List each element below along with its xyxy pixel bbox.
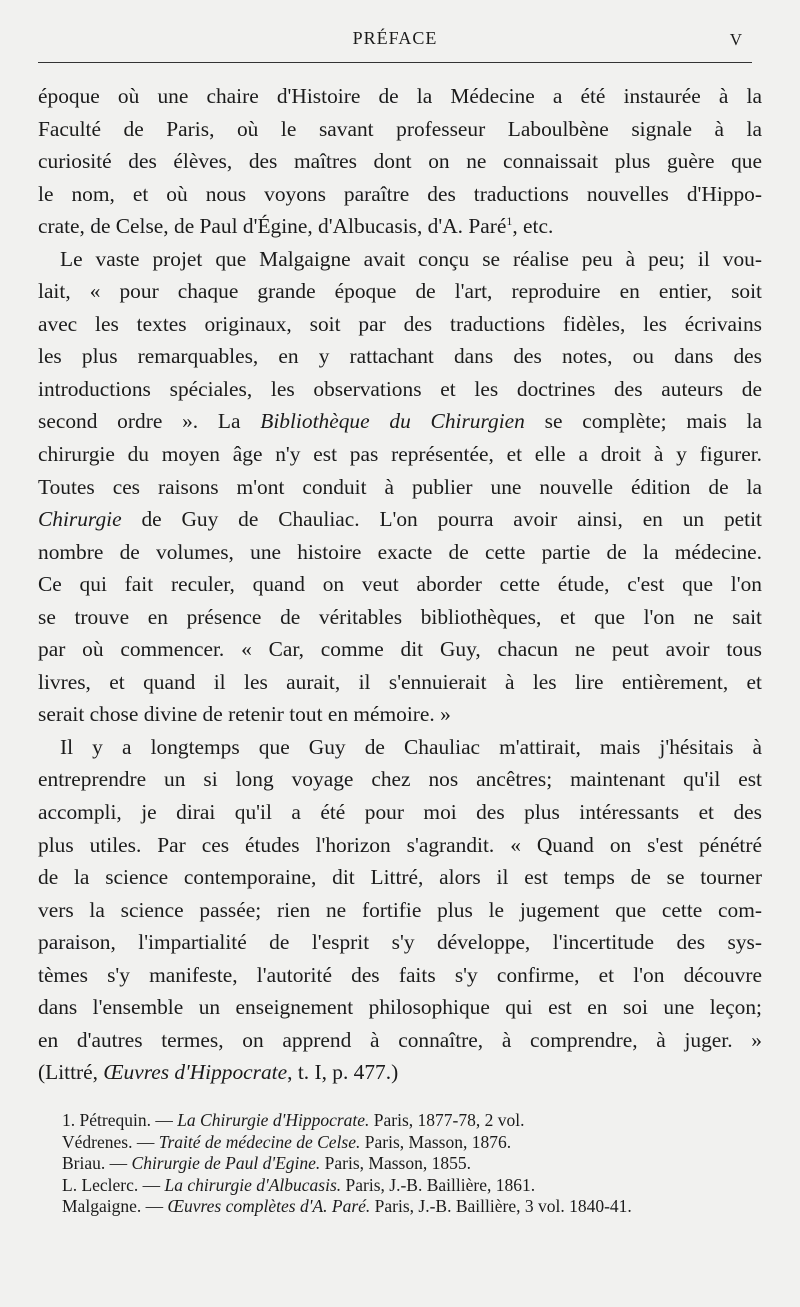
text-line: accompli, je dirai qu'il a été pour moi des plus intéressants et des (38, 800, 762, 825)
text-line: en d'autres termes, on apprend à connaître, à comprendre, à juger. » (38, 1027, 762, 1052)
text-line: de la science contemporaine, dit Littré, alors il est temps de se tourner (38, 865, 762, 890)
text-line: introductions spéciales, les observations et les doctrines des auteurs de (38, 376, 762, 401)
footnote-author: L. Leclerc. — (62, 1174, 165, 1195)
footnote (62, 1110, 772, 1132)
text-line (38, 405, 762, 438)
text-fragment: se complète; mais la (524, 409, 762, 434)
text-fragment: , etc. (512, 214, 554, 239)
text-line (38, 1056, 762, 1089)
footnote-title: Œuvres complètes d'A. Paré. (167, 1196, 371, 1216)
footnote (62, 1196, 772, 1218)
text-line: dans l'ensemble un enseignement philosophique qui est en soi une leçon; (38, 995, 762, 1020)
text-line: Il y a longtemps que Guy de Chauliac m'attirait, mais j'hésitais à (60, 734, 762, 759)
text-line: Faculté de Paris, où le savant professeur Laboulbène signale à la (38, 116, 762, 141)
text-line: curiosité des élèves, des maîtres dont on ne connaissait plus guère que (38, 149, 762, 174)
footnote-title: Chirurgie de Paul d'Egine. (131, 1153, 321, 1173)
footnote-author: 1. Pétrequin. — (62, 1110, 178, 1130)
page-number: V (729, 30, 742, 49)
text-line: Le vaste projet que Malgaigne avait conçu se réalise peu à peu; il vou- (60, 246, 762, 271)
text-line: chirurgie du moyen âge n'y est pas représentée, et elle a droit à y figurer. (38, 442, 762, 467)
text-fragment: de Guy de Chauliac. L'on pourra avoir ainsi, en un petit (121, 507, 762, 532)
text-line: se trouve en présence de véritables bibliothèques, et que l'on ne sait (38, 604, 762, 629)
text-fragment: crate, de Celse, de Paul d'Égine, d'Albucasis, d'A. Paré (38, 214, 507, 239)
footnote-author: Malgaigne. — (62, 1196, 168, 1216)
text-line: entreprendre un si long voyage chez nos ancêtres; maintenant qu'il est (38, 767, 762, 792)
text-line: serait chose divine de retenir tout en mémoire. » (38, 702, 451, 727)
footnote (62, 1175, 772, 1197)
text-fragment: , t. I, p. 477.) (287, 1060, 399, 1085)
footnote (62, 1153, 772, 1175)
running-header (38, 26, 752, 63)
footnote-title: Traité de médecine de Celse. (158, 1131, 361, 1152)
footnote-author: Briau. — (62, 1153, 132, 1173)
book-title: Bibliothèque du Chirurgien (260, 409, 525, 434)
main-text (38, 80, 762, 1089)
footnote-marker: 1 (506, 214, 513, 229)
book-title: Chirurgie (38, 507, 122, 532)
footnote (62, 1132, 772, 1154)
text-line: lait, « pour chaque grande époque de l'art, reproduire en entier, soit (38, 279, 762, 304)
text-line: nombre de volumes, une histoire exacte de cette partie de la médecine. (38, 539, 762, 564)
text-line: époque où une chaire d'Histoire de la Médecine a été instaurée à la (38, 84, 762, 108)
footnote-publication: Paris, 1877-78, 2 vol. (369, 1110, 525, 1130)
footnotes (62, 1110, 772, 1218)
footnote-publication: Paris, Masson, 1876. (360, 1131, 512, 1152)
text-line: par où commencer. « Car, comme dit Guy, chacun ne peut avoir tous (38, 637, 762, 662)
text-line: les plus remarquables, en y rattachant dans des notes, ou dans des (38, 344, 762, 369)
text-line (38, 503, 762, 536)
footnote-publication: Paris, Masson, 1855. (320, 1153, 471, 1173)
text-fragment: (Littré, (38, 1060, 104, 1085)
text-line: plus utiles. Par ces études l'horizon s'agrandit. « Quand on s'est pénétré (38, 832, 762, 857)
text-line: vers la science passée; rien ne fortifie plus le jugement que cette com- (38, 897, 762, 922)
text-line: avec les textes originaux, soit par des traductions fidèles, les écrivains (38, 311, 762, 336)
text-fragment: second ordre ». La (38, 409, 261, 434)
running-title: PRÉFACE (352, 28, 438, 48)
footnote-title: La chirurgie d'Albucasis. (164, 1174, 342, 1195)
text-line: tèmes s'y manifeste, l'autorité des faits s'y confirme, et l'on découvre (38, 962, 762, 987)
text-line: Ce qui fait reculer, quand on veut aborder cette étude, c'est que l'on (38, 572, 762, 597)
text-line: livres, et quand il les aurait, il s'ennuierait à les lire entièrement, et (38, 669, 762, 694)
footnote-publication: Paris, J.-B. Baillière, 3 vol. 1840-41. (370, 1196, 632, 1216)
text-line (38, 210, 762, 243)
footnote-publication: Paris, J.-B. Baillière, 1861. (341, 1174, 536, 1195)
text-line: paraison, l'impartialité de l'esprit s'y développe, l'incertitude des sys- (38, 930, 762, 955)
text-line: Toutes ces raisons m'ont conduit à publier une nouvelle édition de la (38, 474, 762, 499)
footnote-author: Védrenes. — (62, 1131, 159, 1152)
text-line: le nom, et où nous voyons paraître des traductions nouvelles d'Hippo- (38, 181, 762, 206)
book-title: Œuvres d'Hippocrate (103, 1060, 288, 1085)
footnote-title: La Chirurgie d'Hippocrate. (177, 1110, 370, 1130)
